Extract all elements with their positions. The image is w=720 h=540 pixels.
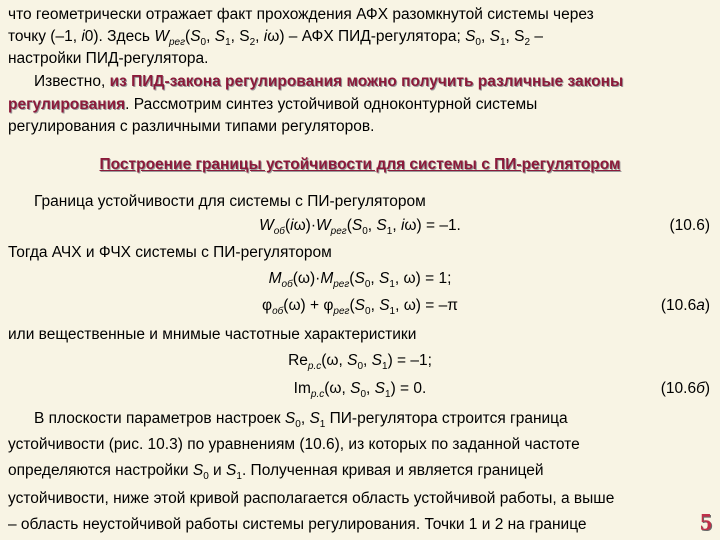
body-line-2: Тогда АЧХ и ФЧХ системы с ПИ-регулятором (8, 244, 332, 261)
equation-amplitude: $M_{об}(\omega)\cdot M_{рег}(S_0$, $S_1$, ω) = 1; (268, 270, 452, 291)
text-line-6: регулирования с различными типами регуляторов. (8, 118, 375, 135)
text-line-4-start: Известно, (34, 73, 110, 90)
equation-real: $Re_{р.с}(\omega$, $S_0$, $S_1) = -1$; (288, 352, 432, 373)
body-line-4: В плоскости параметров настроек $S_0$, $S_1$ ПИ-регулятора строится граница (34, 410, 568, 431)
highlight-pid-laws: из ПИД-закона регулирования можно получить различные законы (109, 73, 624, 90)
text-line-5-rest: . Рассмотрим синтез устойчивой одноконтурной системы (125, 96, 538, 113)
text-line-3: настройки ПИД-регулятора. (8, 50, 209, 67)
body-line-6: определяются настройки $S_0$ и $S_1$. Полученная кривая и является границей (8, 462, 544, 483)
equation-number-10-6: (10.6) (669, 217, 710, 234)
body-line-3: или вещественные и мнимые частотные характеристики (8, 326, 417, 343)
body-line-5: устойчивости (рис. 10.3) по уравнениям (10.6), из которых по заданной частоте (8, 436, 580, 453)
section-title: Построение границы устойчивости для системы с ПИ-регулятором (99, 156, 621, 173)
equation-number-10-6b: (10.6б) (660, 380, 710, 397)
body-line-8: – область неустойчивой работы системы регулирования. Точки 1 и 2 на границе (8, 516, 587, 533)
text-line-1: что геометрически отражает факт прохождения АФХ разомкнутой системы через (8, 6, 594, 23)
equation-phase: $\varphi_{об}(\omega) + \varphi_{рег}(S_0$, $S_1$, ω) = –π (262, 297, 458, 318)
text-line-4 (34, 73, 712, 91)
body-line-7: устойчивости, ниже этой кривой располагается область устойчивой работы, а выше (8, 490, 615, 507)
equation-10-6: $W_{об}(i\omega)\cdot W_{рег}(S_0$, $S_1$, iω) = –1. (259, 217, 461, 238)
body-line-1: Граница устойчивости для системы с ПИ-регулятором (34, 193, 426, 210)
text-line-5 (8, 96, 712, 114)
page-number: 5 (700, 510, 712, 536)
equation-imaginary: $Im_{р.с}(\omega$, $S_0$, $S_1) = 0$. (293, 380, 427, 401)
equation-number-10-6a: (10.6а) (660, 297, 710, 314)
highlight-regulation: регулирования (8, 96, 126, 113)
text-line-2: точку (–1, i0). Здесь $W_{рег}(S_0$, $S_1$, $S_2$, iω) – АФХ ПИД-регулятора; $S_0$, $S_1$, $S_2$ – (8, 28, 543, 49)
